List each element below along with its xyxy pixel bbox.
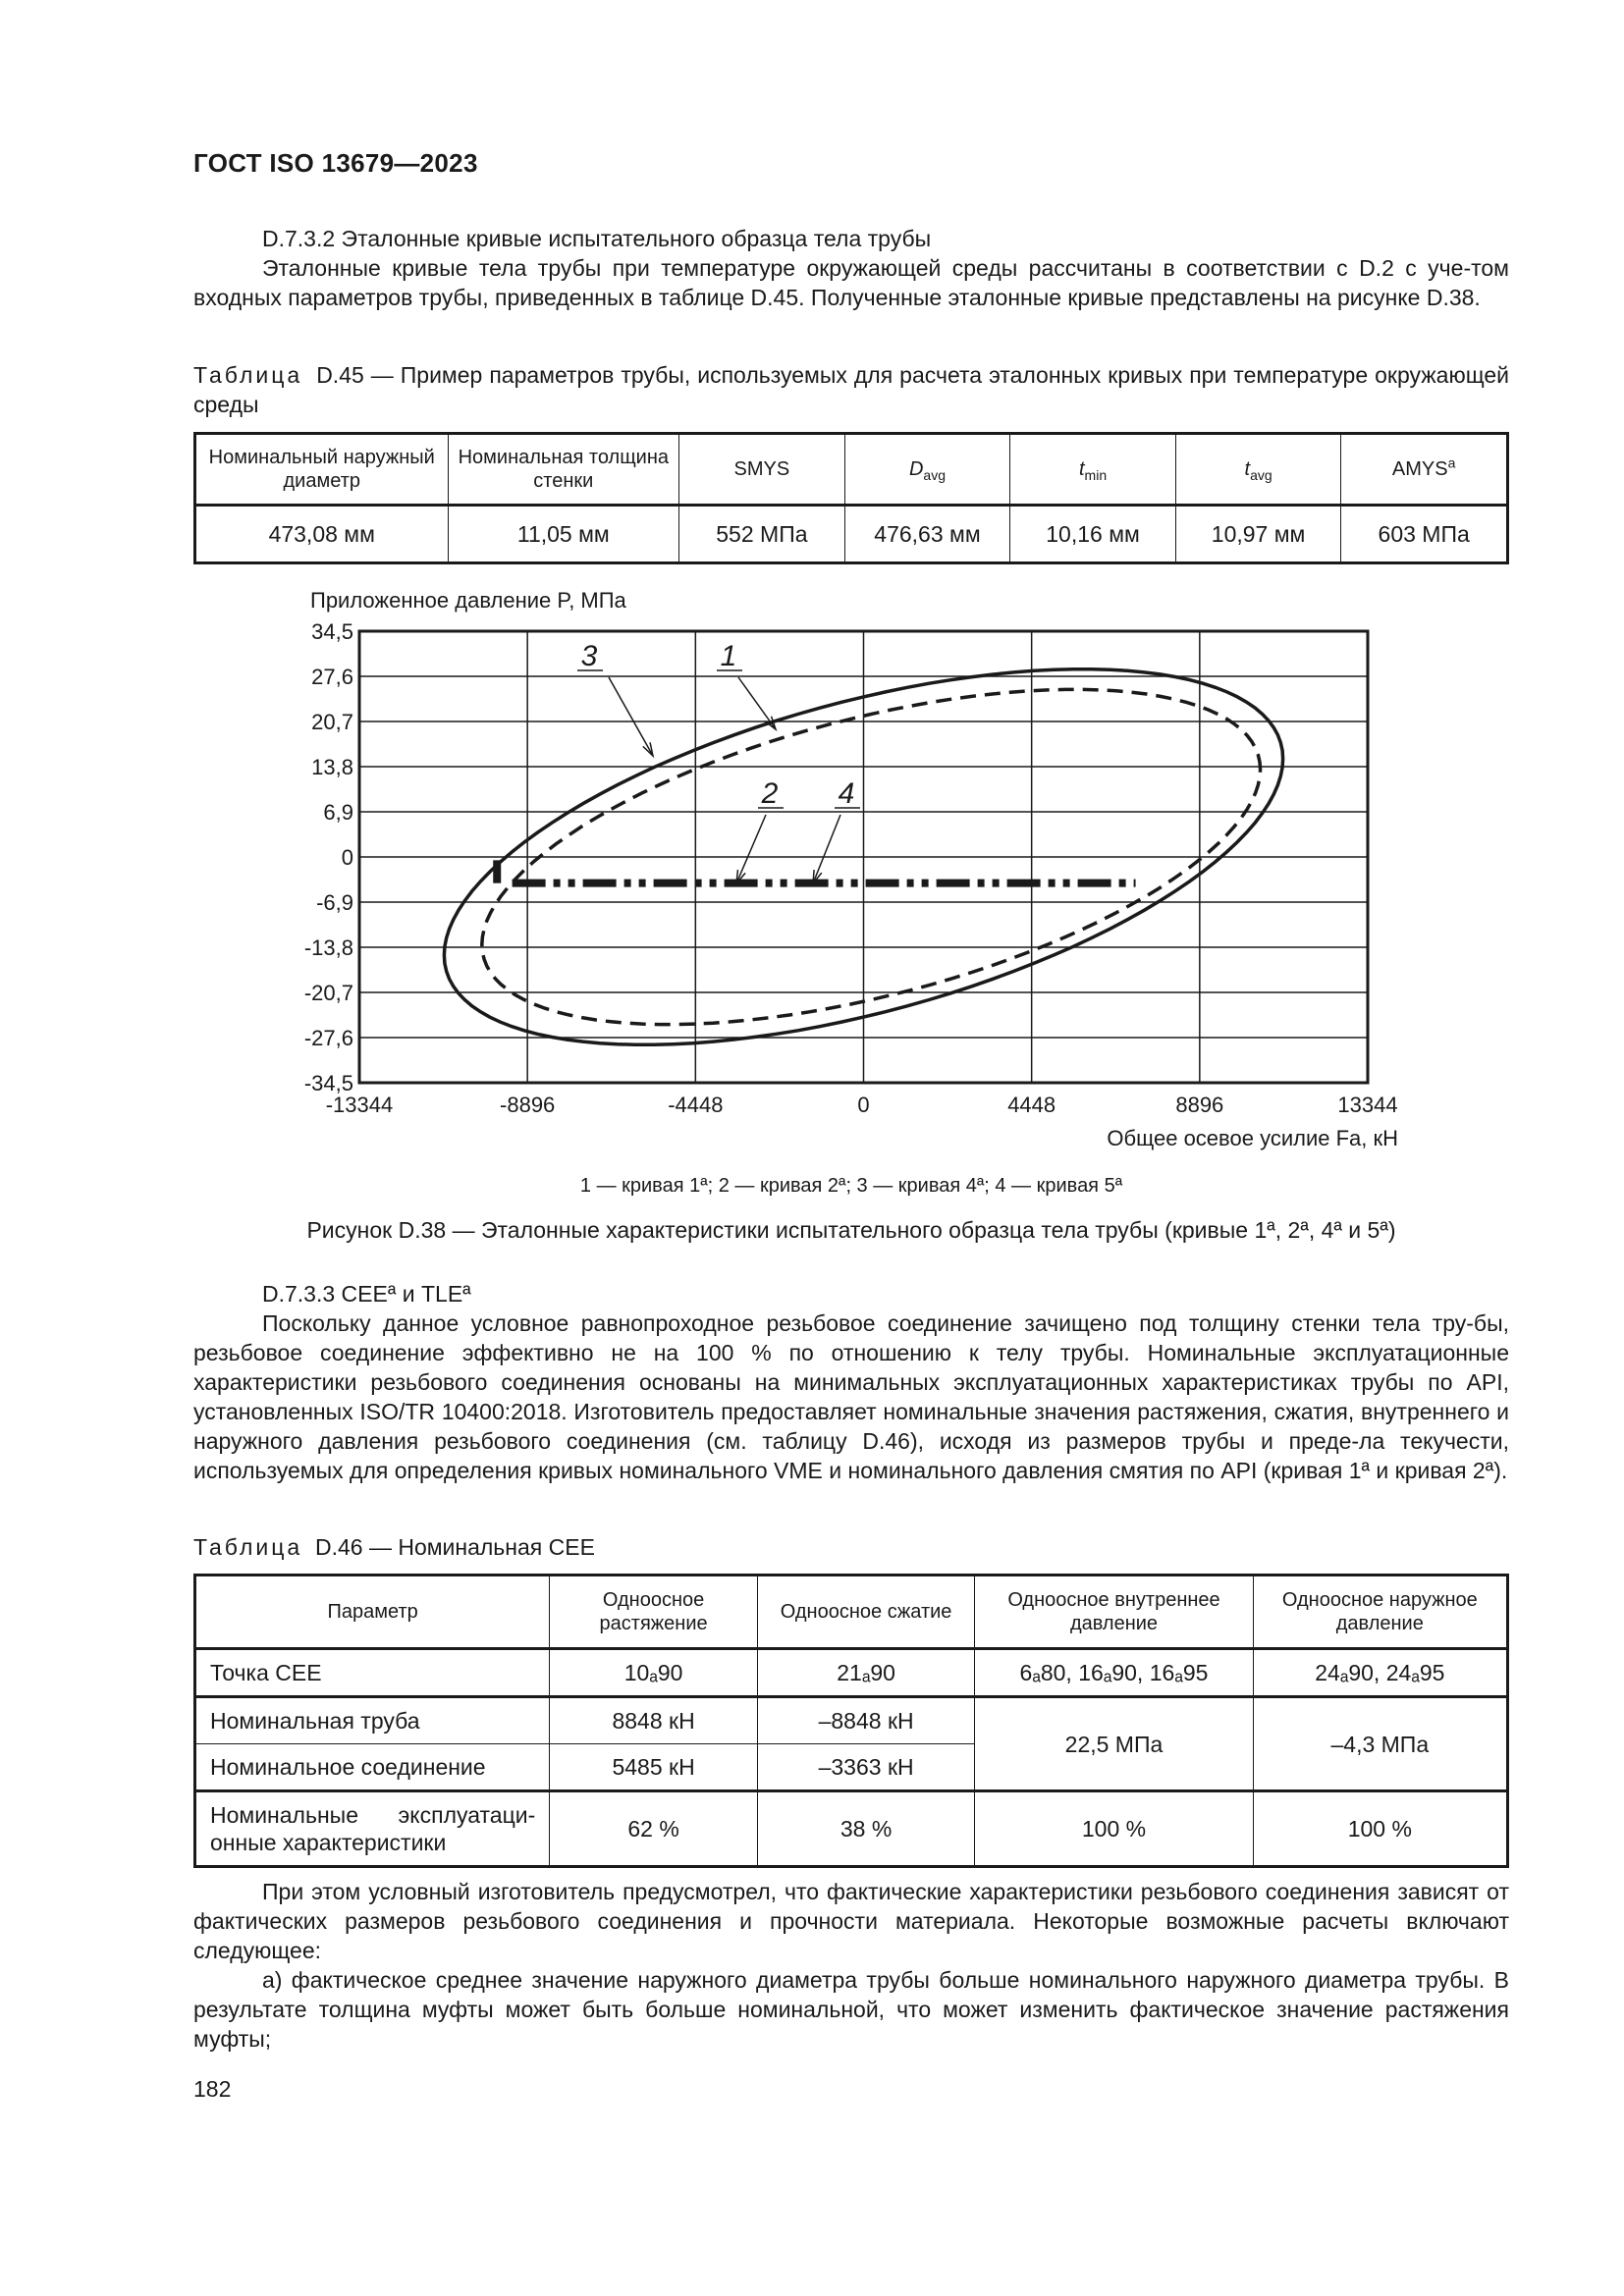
table-d46-wrapper [193, 1574, 1509, 1868]
table-cell: 10ₐ90 [550, 1649, 758, 1697]
table-cell: 24ₐ90, 24ₐ95 [1253, 1649, 1507, 1697]
y-tick-label: 0 [341, 845, 353, 870]
x-tick-label: 8896 [1175, 1093, 1224, 1117]
section-heading: D.7.3.3 CEEª и TLEª [262, 1281, 471, 1307]
table-row [195, 1697, 1508, 1744]
cell-tmin: 10,16 мм [1010, 506, 1176, 563]
header-tmin: $t_{min}$ [1010, 434, 1176, 506]
x-tick-label: 4448 [1007, 1093, 1056, 1117]
header-tavg: $t_{avg}$ [1175, 434, 1341, 506]
y-tick-label: -20,7 [303, 981, 353, 1005]
chart-legend: 1 — кривая 1ª; 2 — кривая 2ª; 3 — кривая 4ª; 4 — кривая 5ª [579, 1175, 1123, 1197]
document-title: ГОСТ ISO 13679—2023 [193, 148, 478, 178]
x-tick-label: 13344 [1337, 1093, 1398, 1117]
y-tick-label: 13,8 [311, 755, 353, 779]
header-outer-diameter: Номинальный наружный диаметр [195, 434, 449, 506]
annotation-leader [813, 815, 840, 883]
x-tick-label: -4448 [668, 1093, 724, 1117]
cell-davg: 476,63 мм [844, 506, 1010, 563]
table-cell: 6ₐ80, 16ₐ90, 16ₐ95 [975, 1649, 1253, 1697]
table-row [195, 1649, 1508, 1697]
annotation-label: 4 [838, 777, 855, 810]
table-caption-text: D.46 — Номинальная CEE [314, 1534, 595, 1560]
y-tick-labels [304, 619, 353, 1095]
x-tick-label: -8896 [500, 1093, 556, 1117]
header-tension: Одноосное растяжение [550, 1575, 758, 1649]
table-cell: 100 % [1253, 1791, 1507, 1867]
table-d46 [193, 1574, 1509, 1868]
header-smys: SMYS [679, 434, 845, 506]
header-davg: $D_{avg}$ [844, 434, 1010, 506]
section-paragraph: Поскольку данное условное равнопроходное резьбовое соединение зачищено под толщину стенки тела тру-бы, резьбовое соединение эффективно не на 100 % по отношению к телу трубы. Номинальные эксплуатационные характеристики резьбового соединения основаны на минимальных эксплуатационных характеристиках трубы по API, установленных ISO/TR 10400:2018. Изготовитель предоставляет номинальные значения растяжения, сжатия, внутреннего и наружного давления резьбового соединения (см. таблицу D.46), исходя из размеров трубы и преде-ла текучести, используемых для определения кривых номинального VME и номинального давления смятия по API (кривая 1ª и кривая 2ª). [193, 1310, 1509, 1483]
row-label: Номинальные эксплуатаци-онные характеристики [195, 1791, 550, 1867]
header-external-pressure: Одноосное наружное давление [1253, 1575, 1507, 1649]
table-cell: –8848 кН [757, 1697, 975, 1744]
table-cell: 5485 кН [550, 1744, 758, 1791]
table-cell: 22,5 МПа [975, 1697, 1253, 1791]
table-cell: 62 % [550, 1791, 758, 1867]
section-heading: D.7.3.2 Эталонные кривые испытательного образца тела трубы [262, 226, 932, 251]
header-parameter: Параметр [195, 1575, 550, 1649]
cell-wall-thickness: 11,05 мм [448, 506, 679, 563]
table-label: Таблица [193, 362, 303, 388]
header-wall-thickness: Номинальная толщина стенки [448, 434, 679, 506]
table-cell: 8848 кН [550, 1697, 758, 1744]
annotation-label: 1 [720, 640, 737, 672]
cell-amys: 603 МПа [1341, 506, 1508, 563]
row-label: Точка CEE [195, 1649, 550, 1697]
row-label: Номинальное соединение [195, 1744, 550, 1791]
cell-smys: 552 МПа [679, 506, 845, 563]
x-tick-label: 0 [857, 1093, 870, 1117]
y-tick-label: 34,5 [311, 619, 353, 644]
annotation-label: 2 [761, 777, 779, 810]
y-tick-label: -27,6 [303, 1026, 353, 1050]
annotation-arrowhead [643, 742, 653, 756]
header-internal-pressure: Одноосное внутреннее давление [975, 1575, 1253, 1649]
header-amys: AMYS$^a$ [1341, 434, 1508, 506]
y-axis-label: Приложенное давление P, МПа [310, 588, 626, 613]
x-tick-label: -13344 [325, 1093, 394, 1117]
annotation-leader [609, 677, 653, 756]
table-cell: –4,3 МПа [1253, 1697, 1507, 1791]
table-caption-text: D.45 — Пример параметров трубы, используемых для расчета эталонных кривых при температуре окружающей среды [193, 362, 1510, 417]
y-tick-label: -6,9 [316, 890, 353, 915]
table-cell: 100 % [975, 1791, 1253, 1867]
section-d733 [193, 1279, 1509, 1485]
table-row [195, 1791, 1508, 1867]
closing-section [193, 1877, 1509, 2054]
annotation-label: 3 [580, 640, 598, 672]
x-axis-label: Общее осевое усилие Fa, кН [1107, 1126, 1398, 1150]
table-cell: 21ₐ90 [757, 1649, 975, 1697]
annotation-leader [736, 815, 766, 883]
x-tick-labels [326, 1093, 1398, 1117]
y-tick-label: 27,6 [311, 665, 353, 689]
header-compression: Одноосное сжатие [757, 1575, 975, 1649]
closing-paragraph: При этом условный изготовитель предусмотрел, что фактические характеристики резьбового соединения зависят от фактических размеров резьбового соединения и прочности материала. Некоторые возможные расчеты включают следующее: [193, 1879, 1509, 1963]
section-paragraph: Эталонные кривые тела трубы при температуре окружающей среды рассчитаны в соответствии с D.2 с уче-том входных параметров трубы, приведенных в таблице D.45. Полученные эталонные кривые представлены на рисунке D.38. [193, 255, 1509, 310]
row-label: Номинальная труба [195, 1697, 550, 1744]
chart-grid [359, 631, 1368, 1083]
table-d46-caption [193, 1532, 1509, 1562]
figure-caption: Рисунок D.38 — Эталонные характеристики испытательного образца тела трубы (кривые 1ª, 2ª, 4ª и 5ª) [306, 1217, 1396, 1243]
table-label: Таблица [193, 1534, 303, 1560]
cell-tavg: 10,97 мм [1175, 506, 1341, 563]
y-tick-label: 20,7 [311, 710, 353, 734]
cell-outer-diameter: 473,08 мм [195, 506, 449, 563]
y-tick-label: -13,8 [303, 935, 353, 960]
y-tick-label: -34,5 [303, 1071, 353, 1095]
y-tick-label: 6,9 [323, 800, 353, 825]
table-cell: –3363 кН [757, 1744, 975, 1791]
page-number: 182 [193, 2076, 232, 2102]
list-item-a: а) фактическое среднее значение наружного диаметра трубы больше номинального наружного диаметра трубы. В результате толщина муфты может быть больше номинальной, что может изменить фактическое значение растяжения муфты; [193, 1967, 1509, 2052]
table-cell: 38 % [757, 1791, 975, 1867]
